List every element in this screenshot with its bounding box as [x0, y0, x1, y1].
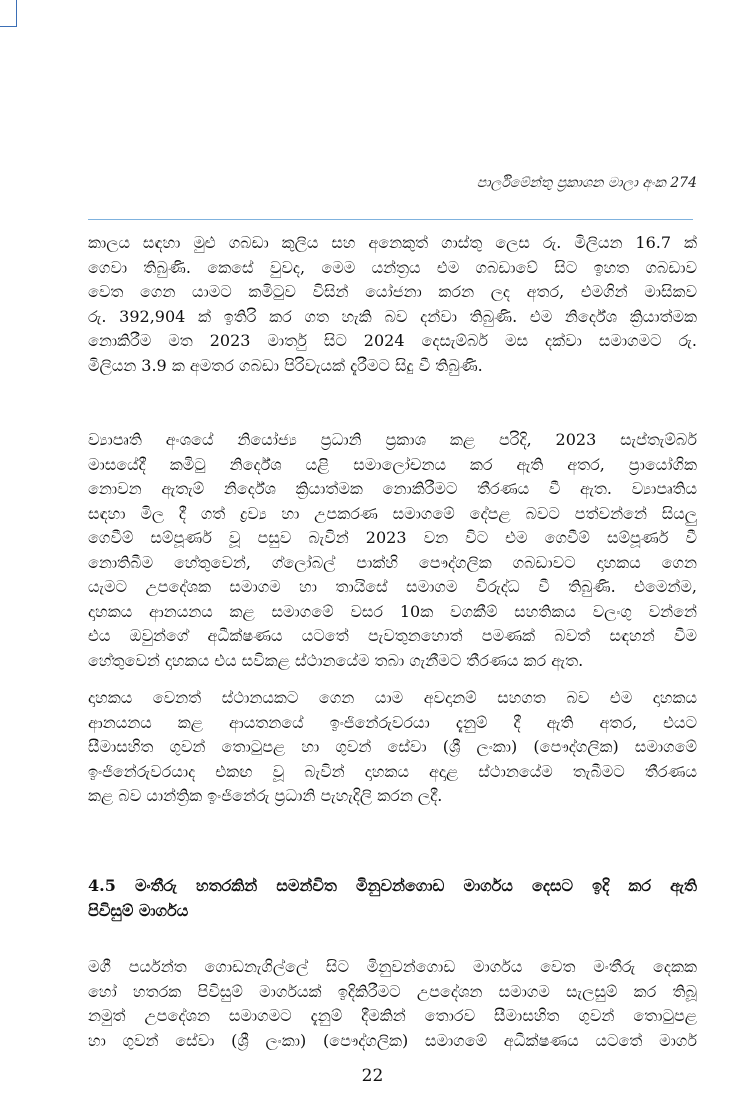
text-line: සීමාසහිත ගුවන් තොටුපළ හා ගුවන් සේවා (ශ්‍රී ලංකා) (පෞද්ගලික) සමාගමේ: [88, 737, 697, 756]
text-line: මිලියන 3.9 ක අමතර ගබඩා පිරිවැයක් දැරීමට සිදු වී තිබුණි.: [88, 355, 483, 375]
text-line: ගෙවීම් සම්පූර්ණ වූ පසුව බැවින් 2023 වන විට එම ගෙවීම් සම්පූර්ණ වී: [88, 528, 697, 547]
page-corner-mark: [0, 0, 17, 27]
text-line: ව්‍යාපෘති අංශයේ නියෝජ්‍ය ප්‍රධානි ප්‍රකාශ කළ පරිදි, 2023 සැප්තැම්බර්: [88, 430, 697, 449]
text-line: ගෙවා තිබුණි. කෙසේ වුවද, මෙම යන්ත්‍රය එම ගබඩාවේ සිට ඉහත ගබඩාව: [88, 257, 697, 277]
text-line: නමුත් උපදේශන සමාගමට දැනුම් දීමකින් තොරව සීමාසහිත ගුවන් තොටුපළ: [88, 1006, 697, 1025]
paragraph-3: [88, 686, 697, 809]
page-number: 22: [361, 1066, 384, 1086]
text-line: හා ගුවන් සේවා (ශ්‍රී ලංකා) (පෞද්ගලික) සමාගමේ අධීක්ෂණය යටතේ මාර්ග: [88, 1030, 697, 1050]
text-line: නොතිබීම හේතුවෙන්, ග්ලෝබල් පාක්හි පෞද්ගලික ගබඩාවට දාහකය ගෙන: [88, 552, 697, 572]
paragraph-2: [88, 428, 697, 673]
text-line: කාලය සඳහා මුළු ගබඩා කුලිය සහ අනෙකුත් ගාස්තු ලෙස රු. මිලියන 16.7 ක්: [88, 233, 697, 252]
text-line: නොවන ඇතැම් නිර්දේශ ක්‍රියාත්මක නොකිරීමට තීරණය වී ඇත. ව්‍යාපෘතිය: [88, 479, 697, 498]
heading-line: 4.5 මංතීරු හතරකින් සමන්විත මිනුවන්ගොඩ මාර්ගය දෙසට ඉදි කර ඇති: [88, 876, 697, 895]
text-line: මාසයේදී කමිටු නිර්දේශ යළි සමාලෝචනය කර ඇති අතර, ප්‍රායෝගික: [88, 454, 697, 474]
text-line: ආනයනය කළ ආයතනයේ ඉංජිනේරුවරයා දැනුම් දී ඇති අතර, එයට: [88, 712, 697, 732]
paragraph-4: [88, 955, 697, 1053]
text-line: ඉංජිනේරුවරයාද එකඟ වූ බැවින් දාහකය අදාළ ස්ථානයේම තැබීමට තීරණය: [88, 761, 697, 781]
text-line: මගී පර්යන්ත ගොඩනැගිල්ලේ සිට මිනුවන්ගොඩ මාර්ගය වෙත මංතීරු දෙකක: [88, 957, 697, 976]
heading-line: පිවිසුම් මාර්ගය: [88, 901, 189, 920]
text-line: රු. 392,904 ක් ඉතිරි කර ගත හැකි බව දන්වා තිබුණි. එම නිර්දේශ ක්‍රියාත්මක: [88, 306, 697, 326]
text-line: දාහකය වෙනත් ස්ථානයකට ගෙන යාම අවදානම් සහගත බව එම දාහකය: [88, 688, 697, 707]
text-line: හේතුවෙන් දාහකය එය සවිකළ ස්ථානයේම තබා ගැනීමට තීරණය කර ඇත.: [88, 650, 584, 670]
text-line: හෝ හතරක පිවිසුම් මාර්ගයක් ඉදිකිරීමට උපදේශන සමාගම සැලසුම් කර තිබූ: [88, 981, 697, 1001]
text-line: යැමට උපදේශක සමාගම හා තායිසේ සමාගම විරුද්ධ වී තිබුණි. එමෙන්ම,: [88, 577, 697, 596]
text-line: සඳහා මිල දී ගත් ද්‍රව්‍ය හා උපකරණ සමාගමේ දේපළ බවට පත්වන්නේ සියලු: [88, 503, 697, 523]
text-line: නොකිරීම මත 2023 මාර්තු සිට 2024 දෙසැම්බර් මස දක්වා සමාගමට රු.: [88, 331, 697, 350]
text-line: වෙත ගෙන යාමට කමිටුව විසින් යෝජනා කරන ලද අතර, එමගින් මාසිකව: [88, 282, 697, 301]
running-header: පාර්ලිමේන්තු ප්‍රකාශන මාලා අංක 274: [476, 175, 697, 191]
text-line: එය ඔවුන්ගේ අධීක්ෂණය යටතේ පැවතුනහොත් පමණක් බවත් සඳහන් වීම: [88, 626, 697, 645]
text-line: දාහකය ආනයනය කළ සමාගමේ වසර 10ක වගකීම් සහතිකය වලංගු වන්නේ: [88, 601, 697, 621]
section-heading: [88, 873, 697, 923]
paragraph-1: [88, 231, 697, 378]
header-divider: [88, 219, 693, 220]
text-line: කළ බව යාන්ත්‍රික ඉංජිනේරු ප්‍රධානි පැහැදිලි කරන ලදී.: [88, 786, 443, 805]
